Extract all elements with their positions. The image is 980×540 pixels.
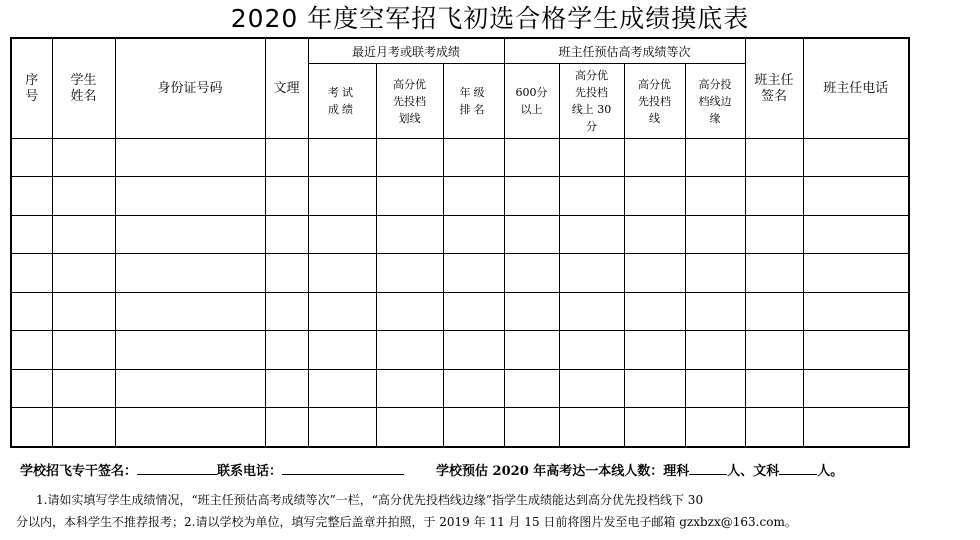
table-row (11, 292, 909, 330)
note-line-1: 1.请如实填写学生成绩情况，“班主任预估高考成绩等次”一栏，“高分优先投档线边缘”指学生成绩能达到高分优先投档线下 30 (36, 493, 704, 507)
table-cell[interactable] (11, 369, 52, 407)
table-cell[interactable] (685, 408, 745, 447)
science-count-blank[interactable] (689, 460, 727, 475)
table-cell[interactable] (376, 139, 443, 177)
table-cell[interactable] (443, 331, 504, 369)
table-row (11, 177, 909, 215)
table-cell[interactable] (685, 177, 745, 215)
table-cell[interactable] (803, 292, 909, 330)
table-cell[interactable] (624, 215, 685, 253)
table-cell[interactable] (559, 408, 624, 447)
table-cell[interactable] (11, 408, 52, 447)
table-cell[interactable] (559, 292, 624, 330)
table-cell[interactable] (504, 408, 559, 447)
table-cell[interactable] (624, 254, 685, 292)
table-cell[interactable] (265, 331, 308, 369)
table-cell[interactable] (624, 331, 685, 369)
table-cell[interactable] (504, 292, 559, 330)
header-id-number: 身份证号码 (115, 38, 265, 139)
header-track: 文理 (265, 38, 308, 139)
table-cell[interactable] (308, 254, 376, 292)
phone-blank[interactable] (282, 460, 404, 475)
table-cell[interactable] (803, 254, 909, 292)
phone-label: 联系电话： (217, 464, 283, 479)
table-cell[interactable] (443, 292, 504, 330)
table-cell[interactable] (52, 139, 115, 177)
table-body (11, 139, 909, 448)
note-line-2: 分以内，本科学生不推荐报考；2.请以学校为单位，填写完整后盖章并拍照，于 2019 年 11 月 15 日前将图片发至电子邮箱 gzxbzx@163.com。 (16, 515, 797, 529)
table-cell[interactable] (504, 369, 559, 407)
table-cell[interactable] (376, 292, 443, 330)
table-cell[interactable] (265, 369, 308, 407)
table-cell[interactable] (308, 408, 376, 447)
table-cell[interactable] (504, 254, 559, 292)
table-cell[interactable] (624, 139, 685, 177)
table-cell[interactable] (745, 139, 803, 177)
header-within-30: 高分优先投档线上 30 分 (559, 64, 624, 139)
table-cell[interactable] (265, 215, 308, 253)
table-cell[interactable] (685, 292, 745, 330)
table-cell[interactable] (624, 177, 685, 215)
table-row (11, 139, 909, 177)
table-cell[interactable] (745, 292, 803, 330)
table-cell[interactable] (265, 177, 308, 215)
table-cell[interactable] (443, 177, 504, 215)
table-cell[interactable] (443, 139, 504, 177)
table-cell[interactable] (52, 331, 115, 369)
table-cell[interactable] (52, 369, 115, 407)
table-row (11, 408, 909, 447)
signer-blank[interactable] (137, 460, 217, 475)
table-cell[interactable] (308, 177, 376, 215)
table-cell[interactable] (803, 139, 909, 177)
page-title: 2020 年度空军招飞初选合格学生成绩摸底表 (230, 4, 750, 33)
signer-label: 学校招飞专干签名： (20, 464, 138, 479)
table-cell[interactable] (559, 331, 624, 369)
table-row (11, 331, 909, 369)
table-cell[interactable] (559, 177, 624, 215)
table-cell[interactable] (11, 331, 52, 369)
header-grade-rank: 年级排名 (443, 64, 504, 139)
table-cell[interactable] (376, 177, 443, 215)
table-cell[interactable] (803, 331, 909, 369)
header-teacher-phone: 班主任电话 (803, 38, 909, 139)
table-cell[interactable] (115, 215, 265, 253)
table-cell[interactable] (745, 215, 803, 253)
table-cell[interactable] (115, 292, 265, 330)
signature-line (20, 460, 970, 484)
table-cell[interactable] (745, 408, 803, 447)
table-cell[interactable] (685, 369, 745, 407)
table-cell[interactable] (745, 369, 803, 407)
table-cell[interactable] (559, 254, 624, 292)
table-cell[interactable] (376, 408, 443, 447)
table-cell[interactable] (443, 215, 504, 253)
table-cell[interactable] (308, 331, 376, 369)
table-cell[interactable] (624, 292, 685, 330)
table-cell[interactable] (11, 254, 52, 292)
header-priority: 高分优先投档线 (624, 64, 685, 139)
table-cell[interactable] (115, 139, 265, 177)
table-row (11, 215, 909, 253)
person-end: 人。 (817, 464, 844, 479)
table-cell[interactable] (504, 139, 559, 177)
table-cell[interactable] (115, 331, 265, 369)
table-cell[interactable] (504, 331, 559, 369)
header-student-name: 学生姓名 (52, 38, 115, 139)
table-cell[interactable] (265, 408, 308, 447)
table-cell[interactable] (11, 177, 52, 215)
table-cell[interactable] (443, 408, 504, 447)
table-cell[interactable] (52, 292, 115, 330)
table-cell[interactable] (443, 369, 504, 407)
table-row (11, 369, 909, 407)
table-cell[interactable] (559, 369, 624, 407)
table-cell[interactable] (685, 215, 745, 253)
table-cell[interactable] (504, 177, 559, 215)
table-cell[interactable] (11, 292, 52, 330)
table-cell[interactable] (685, 139, 745, 177)
header-exam-group: 最近月考或联考成绩 (308, 38, 504, 64)
table-cell[interactable] (308, 215, 376, 253)
table-cell[interactable] (685, 254, 745, 292)
table-cell[interactable] (115, 254, 265, 292)
table-cell[interactable] (745, 331, 803, 369)
table-cell[interactable] (803, 408, 909, 447)
table-cell[interactable] (803, 369, 909, 407)
table-cell[interactable] (52, 177, 115, 215)
table-cell[interactable] (504, 215, 559, 253)
table-cell[interactable] (11, 215, 52, 253)
table-cell[interactable] (52, 254, 115, 292)
table-cell[interactable] (52, 408, 115, 447)
table-cell[interactable] (265, 139, 308, 177)
table-cell[interactable] (308, 369, 376, 407)
header-priority-line: 高分优先投档划线 (376, 64, 443, 139)
table-cell[interactable] (11, 139, 52, 177)
table-cell[interactable] (624, 369, 685, 407)
table-cell[interactable] (115, 408, 265, 447)
table-cell[interactable] (376, 215, 443, 253)
header-seq: 序号 (11, 38, 52, 139)
score-table (10, 37, 910, 448)
person-separator: 人、文科 (727, 464, 780, 479)
header-exam-score: 考试成绩 (308, 64, 376, 139)
table-cell[interactable] (376, 369, 443, 407)
table-cell[interactable] (803, 215, 909, 253)
table-cell[interactable] (443, 254, 504, 292)
table-cell[interactable] (376, 331, 443, 369)
header-rank-group: 班主任预估高考成绩等次 (504, 38, 745, 64)
table-cell[interactable] (308, 292, 376, 330)
header-above-600: 600分以上 (504, 64, 559, 139)
table-cell[interactable] (376, 254, 443, 292)
table-cell[interactable] (803, 177, 909, 215)
table-row (11, 254, 909, 292)
table-cell[interactable] (745, 254, 803, 292)
table-cell[interactable] (115, 177, 265, 215)
table-cell[interactable] (685, 331, 745, 369)
table-cell[interactable] (52, 215, 115, 253)
header-edge: 高分投档线边缘 (685, 64, 745, 139)
table-cell[interactable] (745, 177, 803, 215)
table-cell[interactable] (624, 408, 685, 447)
arts-count-blank[interactable] (779, 460, 817, 475)
header-teacher-sign: 班主任签名 (745, 38, 803, 139)
table-cell[interactable] (265, 254, 308, 292)
table-cell[interactable] (265, 292, 308, 330)
table-cell[interactable] (308, 139, 376, 177)
estimate-label: 学校预估 2020 年高考达一本线人数：理科 (436, 464, 690, 479)
table-cell[interactable] (115, 369, 265, 407)
table-cell[interactable] (559, 139, 624, 177)
table-cell[interactable] (559, 215, 624, 253)
